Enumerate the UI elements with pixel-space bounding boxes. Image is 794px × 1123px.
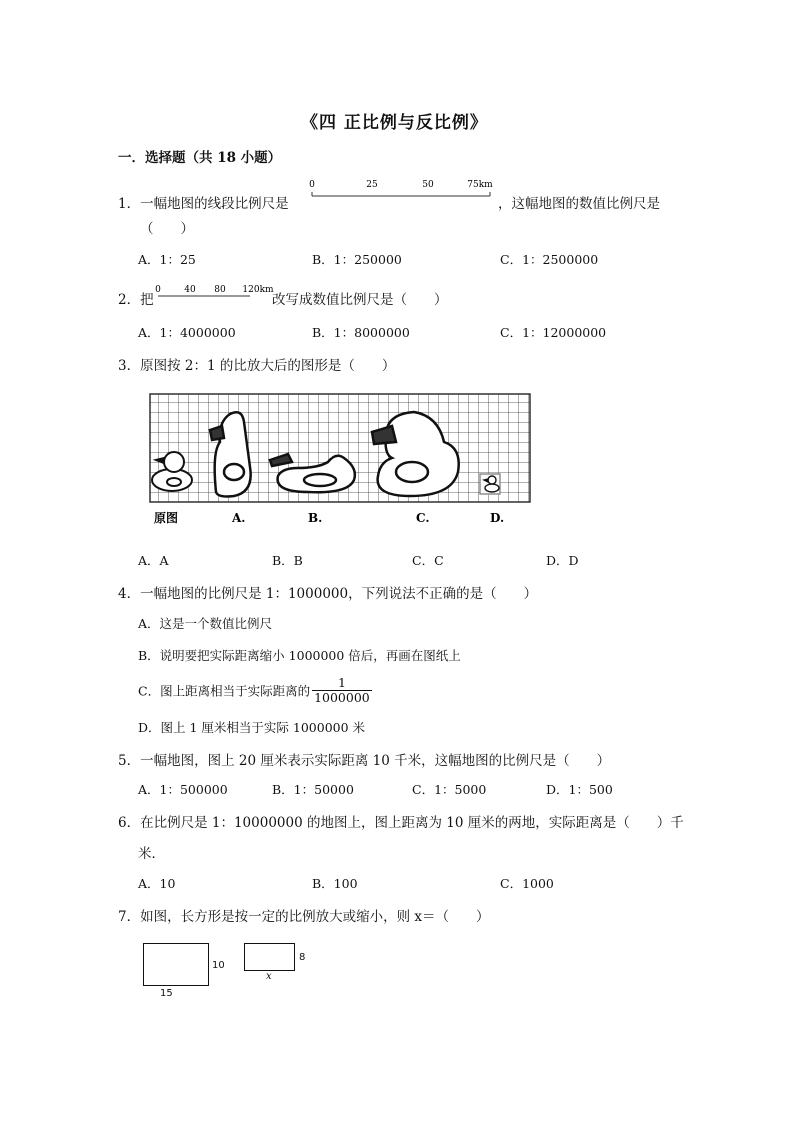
q4-option-c [138,676,372,705]
figure-label-d: D. [490,511,505,525]
q2-scale-120: 120km [242,285,274,295]
q4-option-a: A．这是一个数值比例尺 [138,616,273,631]
q6-option-c: C．1000 [500,876,554,891]
q1-text: 1．一幅地图的线段比例尺是 [118,196,289,212]
duck-grid-figure [148,392,534,530]
figure-label-original: 原图 [154,511,179,525]
q1-line-scale [306,176,500,204]
q2-option-b: B．1：8000000 [312,325,410,340]
q2-option-a: A．1：4000000 [138,325,236,340]
q2-line-scale [152,282,278,302]
figure-label-a: A. [232,511,246,525]
q2-text: 2．把 [118,292,154,308]
q4-option-c-text: C．图上距离相当于实际距离的 [138,683,311,699]
q1-option-b: B．1：250000 [312,252,402,267]
q3-text: 3．原图按 2：1 的比放大后的图形是（ ） [118,358,396,374]
option-d-duck-icon [480,474,500,494]
q5-text: 5．一幅地图，图上 20 厘米表示实际距离 10 千米，这幅地图的比例尺是（ ） [118,753,611,769]
q1-scale-25: 25 [366,180,378,190]
q2-option-c: C．1：12000000 [500,325,607,340]
q2-text-post: 改写成数值比例尺是（ ） [272,292,448,308]
q5-option-a: A．1：500000 [138,782,228,797]
q7-big-rectangle [143,943,209,986]
q7-small-width-label: x [266,971,272,982]
q7-text: 7．如图，长方形是按一定的比例放大或缩小，则 x＝（ ） [118,909,490,925]
q4-option-d: D．图上 1 厘米相当于实际 1000000 米 [138,720,366,735]
q2-scale-0: 0 [155,285,161,295]
q1-option-a: A．1：25 [138,252,196,267]
q6-option-b: B．100 [312,876,358,891]
q7-big-width-label: 15 [160,988,173,999]
q3-option-a: A．A [138,553,169,568]
q1-option-c: C．1：2500000 [500,252,599,267]
figure-label-c: C. [416,511,430,525]
q4-fraction [312,676,372,705]
q3-option-c: C．C [412,553,444,568]
q5-option-d: D．1：500 [546,782,613,797]
q4-fraction-numerator: 1 [312,676,372,691]
q1-scale-50: 50 [422,180,434,190]
q1-paren: （ ） [140,221,194,237]
q2-scale-80: 80 [214,285,226,295]
q3-option-b: B．B [272,553,303,568]
section-heading: 一．选择题（共 18 小题） [118,150,282,166]
q5-option-b: B．1：50000 [272,782,354,797]
q6-option-a: A．10 [138,876,176,891]
q7-small-height-label: 8 [299,952,306,963]
q5-option-c: C．1：5000 [412,782,487,797]
q7-small-rectangle [244,943,295,971]
q1-text-post: ，这幅地图的数值比例尺是 [498,196,660,212]
q6-text: 6．在比例尺是 1：10000000 的地图上，图上距离为 10 厘米的两地，实际距离是（ ）千 [118,815,684,831]
q2-scale-40: 40 [184,285,196,295]
q4-option-b: B．说明要把实际距离缩小 1000000 倍后，再画在图纸上 [138,648,461,663]
q3-option-d: D．D [546,553,579,568]
q4-fraction-denominator: 1000000 [314,690,370,705]
figure-label-b: B. [308,511,323,525]
page-title: 《四 正比例与反比例》 [301,113,488,133]
q7-big-height-label: 10 [212,960,225,971]
q6-text-cont: 米． [138,846,165,862]
q1-scale-0: 0 [309,180,315,190]
q1-scale-75: 75km [467,180,493,190]
q4-text: 4．一幅地图的比例尺是 1：1000000，下列说法不正确的是（ ） [118,586,538,602]
